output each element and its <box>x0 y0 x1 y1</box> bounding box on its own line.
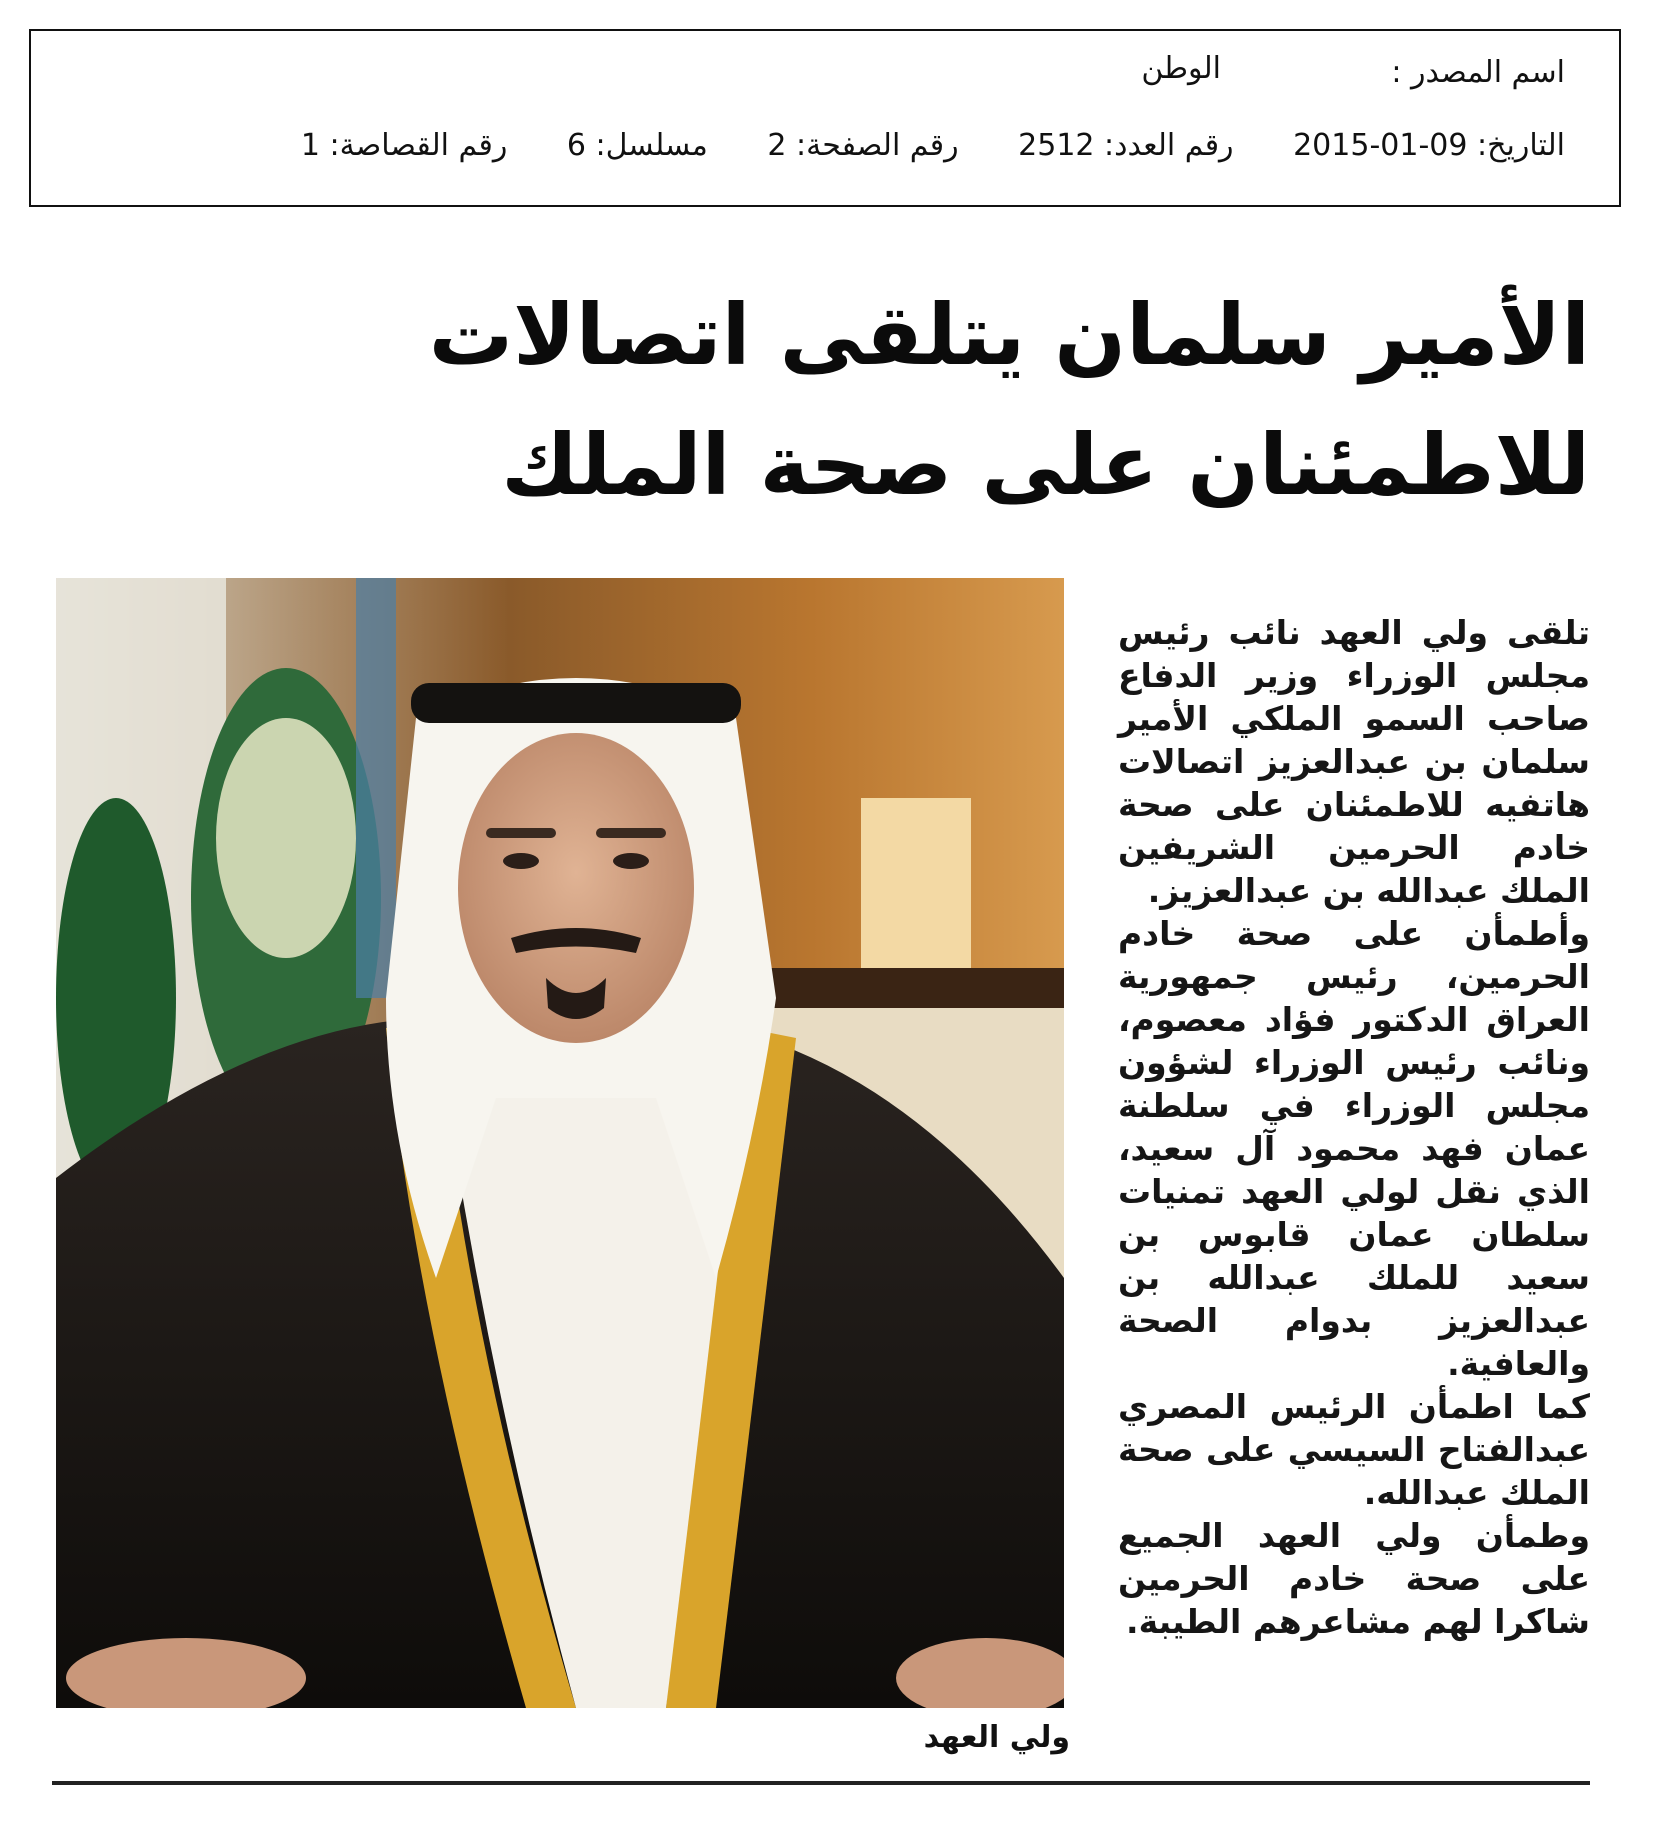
article-paragraph: وطمأن ولي العهد الجميع على صحة خادم الحرمين شاكرا لهم مشاعرهم الطيبة. <box>1118 1516 1590 1641</box>
photo-caption: ولي العهد <box>923 1720 1070 1755</box>
article-headline: الأمير سلمان يتلقى اتصالات للاطمئنان على صحة الملك <box>428 286 1590 514</box>
serial-field: مسلسل: 6 <box>566 128 708 163</box>
article-body <box>1118 611 1590 1643</box>
article-paragraph: كما اطمأن الرئيس المصري عبدالفتاح السيسي على صحة الملك عبدالله. <box>1118 1387 1590 1512</box>
clipping-info-box <box>29 29 1621 207</box>
page-number-field: رقم الصفحة: 2 <box>767 128 959 163</box>
article-paragraph: وأطمأن على صحة خادم الحرمين، رئيس جمهورية العراق الدكتور فؤاد معصوم، ونائب رئيس الوزراء لشؤون مجلس الوزراء في سلطنة عمان فهد محمود آل سعيد، الذي نقل لولي العهد تمنيات سلطان عمان قابوس بن سعيد للملك عبدالله بن عبدالعزيز بدوام الصحة والعافية. <box>1118 914 1590 1383</box>
clipping-details-row <box>301 128 1565 163</box>
source-value: الوطن <box>1141 51 1221 86</box>
bottom-divider <box>52 1781 1590 1785</box>
clipping-number-field: رقم القصاصة: 1 <box>300 128 508 163</box>
article-paragraph: تلقى ولي العهد نائب رئيس مجلس الوزراء وزير الدفاع صاحب السمو الملكي الأمير سلمان بن عبدالعزيز اتصالات هاتفيه للاطمئنان على صحة خادم الحرمين الشريفين الملك عبدالله بن عبدالعزيز. <box>1118 613 1590 910</box>
article-photo <box>56 578 1064 1708</box>
portrait-illustration <box>56 578 1064 1708</box>
source-label: اسم المصدر : <box>1391 55 1565 90</box>
issue-number-field: رقم العدد: 2512 <box>1018 128 1234 163</box>
date-field: التاريخ: 09-01-2015 <box>1293 128 1565 163</box>
